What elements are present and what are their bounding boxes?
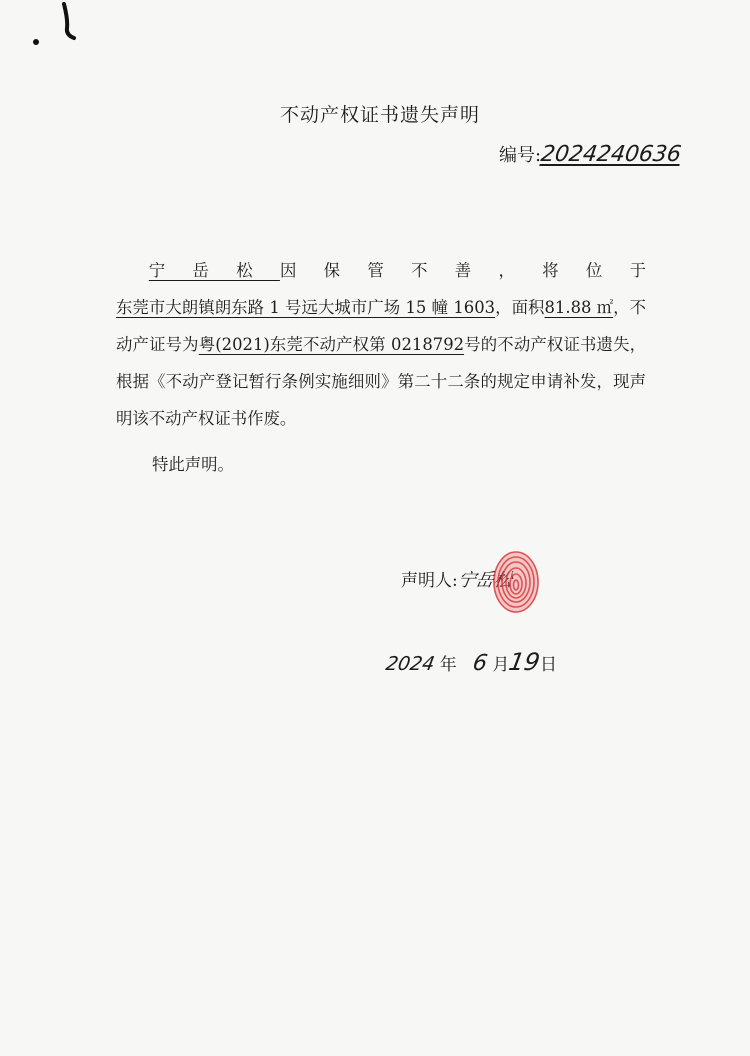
signer-label: 声明人:: [401, 571, 458, 591]
declaration-body: [116, 252, 646, 437]
declaration-paragraph: [116, 252, 646, 437]
signer-signature: 宁岳松: [455, 570, 514, 591]
document-title: 不动产权证书遗失声明: [279, 104, 480, 126]
date-day-unit: 日: [539, 655, 557, 675]
document-number-label: 编号:: [499, 145, 542, 166]
document-number-value: 2024240636: [539, 142, 683, 167]
date-month-unit: 月: [492, 655, 510, 675]
signing-date: [386, 648, 557, 676]
date-month: 6: [470, 651, 490, 676]
date-year-unit: 年: [439, 655, 457, 675]
body-text-3: ，不动产证号为: [116, 298, 646, 354]
body-text-2: ，面积: [495, 298, 545, 317]
body-text-1: 因保管不善，将位于: [279, 261, 647, 280]
closing-statement: 特此声明。: [152, 455, 234, 474]
corner-ink-mark: [28, 2, 88, 47]
body-text-4: 号的不动产权证书遗失，根据《不动产登记暂行条例实施细则》第二十二条的规定申请补发，现声明该不动产权证书作废。: [116, 335, 647, 428]
owner-name: 宁岳松: [148, 261, 280, 280]
date-year: 2024: [384, 653, 437, 675]
property-address: 东莞市大朗镇朗东路 1 号远大城市广场 15 幢 1603: [116, 298, 496, 317]
property-area: 81.88 ㎡: [544, 298, 614, 317]
document-number: [499, 141, 681, 167]
fingerprint-icon: [490, 548, 542, 616]
date-day: 19: [506, 648, 543, 676]
certificate-number: 粤(2021)东莞不动产权第 0218792: [198, 335, 465, 354]
